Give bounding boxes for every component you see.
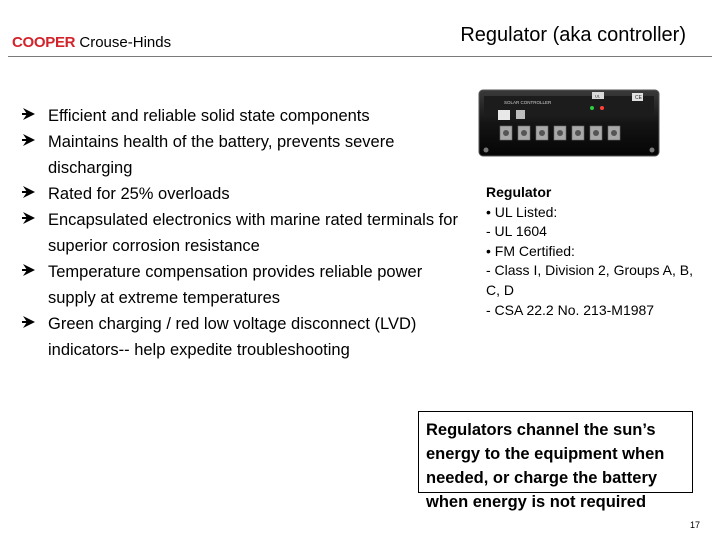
feature-list xyxy=(22,103,472,363)
ul-mark: UL xyxy=(595,93,601,99)
bullet-text: Efficient and reliable solid state components xyxy=(48,107,370,125)
regulator-certifications xyxy=(486,183,696,320)
certification-line: • FM Certified: xyxy=(486,242,575,259)
list-item xyxy=(22,103,472,129)
callout-text: Regulators channel the sun’s energy to the equipment when needed, or charge the battery when energy is not required xyxy=(426,421,665,511)
certification-line: - UL 1604 xyxy=(486,223,547,240)
page-title: Regulator (aka controller) xyxy=(460,24,686,46)
panel-label: SOLAR CONTROLLER xyxy=(504,100,552,105)
arrow-right-icon xyxy=(22,259,40,285)
bullet-text: Maintains health of the battery, prevents severe discharging xyxy=(48,133,395,177)
company-logo xyxy=(12,34,171,51)
arrow-right-icon xyxy=(22,103,40,129)
ce-mark: CE xyxy=(635,95,642,101)
arrow-right-icon xyxy=(22,311,40,337)
certification-line: - Class I, Division 2, Groups A, B, C, D xyxy=(486,262,693,298)
regulator-heading: Regulator xyxy=(486,184,552,200)
page-number: 17 xyxy=(689,520,700,530)
list-item xyxy=(22,259,472,311)
certification-line: - CSA 22.2 No. 213-M1987 xyxy=(486,301,655,318)
bullet-text: Encapsulated electronics with marine rated terminals for superior corrosion resistance xyxy=(48,211,458,255)
arrow-right-icon xyxy=(22,129,40,155)
bullet-text: Temperature compensation provides reliable power supply at extreme temperatures xyxy=(48,263,423,307)
logo-brand: COOPER xyxy=(12,34,76,51)
bullet-text: Rated for 25% overloads xyxy=(48,185,230,203)
arrow-right-icon xyxy=(22,181,40,207)
logo-subbrand: Crouse-Hinds xyxy=(75,34,172,51)
header-divider xyxy=(8,56,712,57)
arrow-right-icon xyxy=(22,207,40,233)
list-item xyxy=(22,311,472,363)
certification-line: • UL Listed: xyxy=(486,203,558,220)
solar-charge-regulator-image xyxy=(478,88,660,158)
bullet-text: Green charging / red low voltage disconnect (LVD) indicators-- help expedite troubleshooting xyxy=(48,315,417,359)
list-item xyxy=(22,207,472,259)
list-item xyxy=(22,181,472,207)
list-item xyxy=(22,129,472,181)
